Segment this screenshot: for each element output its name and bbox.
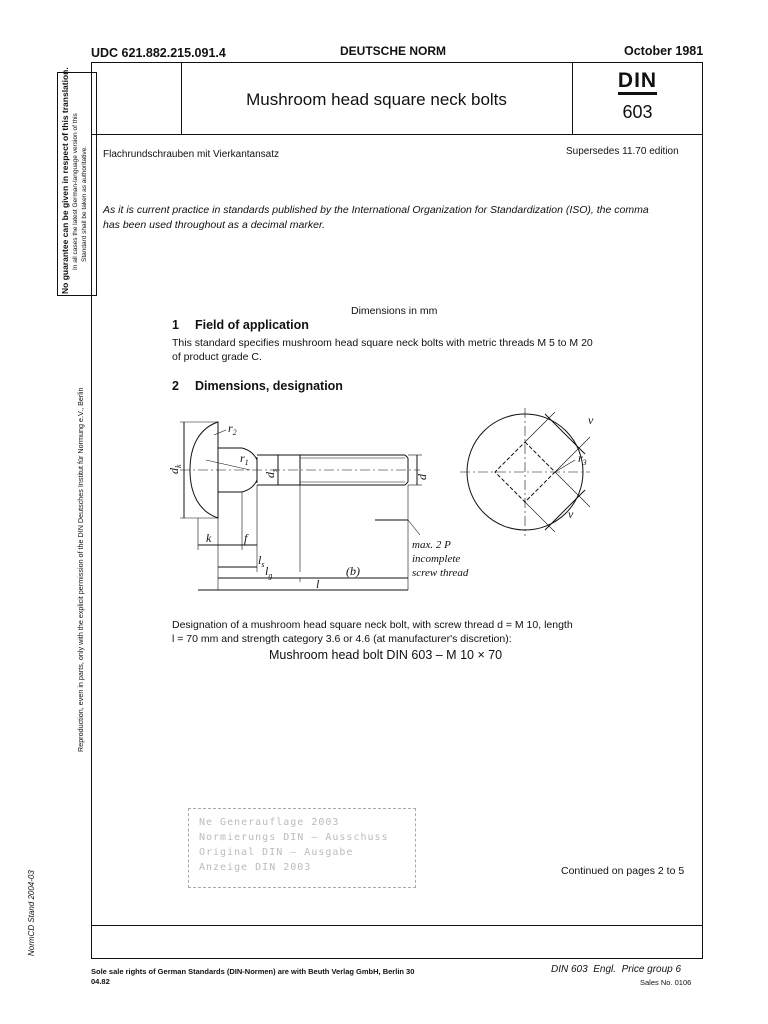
normcd-stamp: NormCD Stand 2004-03 xyxy=(27,870,36,956)
german-title: Flachrundschrauben mit Vierkantansatz xyxy=(103,149,280,160)
reproduction-notice: Reproduction, even in parts, only with the explicit permission of the DIN Deutsches Institut für Normung e.V., Berlin xyxy=(76,387,85,752)
document-title: Mushroom head square neck bolts xyxy=(246,90,507,109)
section2-heading: Dimensions, designation xyxy=(195,379,343,393)
dimensions-label: Dimensions in mm xyxy=(351,305,438,317)
din-number: 603 xyxy=(622,102,653,122)
deutsche-norm-label: DEUTSCHE NORM xyxy=(340,44,447,58)
label-d: d xyxy=(415,474,429,480)
label-r3: $r_3$ xyxy=(578,451,587,467)
label-v-bottom: v xyxy=(568,507,574,521)
guarantee-line2: In all cases the latest German-language version of this xyxy=(72,113,79,270)
label-r2: $r_2$ xyxy=(228,421,237,437)
label-lg: $l_g$ xyxy=(265,564,273,580)
stamp-line2: Normierungs DIN – Ausschuss xyxy=(199,832,389,843)
section1-text-line1: This standard specifies mushroom head square neck bolts with metric threads M 5 to M 20 xyxy=(172,337,593,349)
footer-divider xyxy=(91,925,703,926)
guarantee-line1: No guarantee can be given in respect of this translation. xyxy=(60,67,70,294)
label-ds: $d_s$ xyxy=(263,468,279,478)
decimal-marker-note: As it is current practice in standards published by the International Organization for Standardization (ISO), the comma has been used throughout as a decimal marker. xyxy=(103,204,649,231)
section1-number: 1 xyxy=(172,318,179,332)
designation-line2: l = 70 mm and strength category 3.6 or 4.6 (at manufacturer's discretion): xyxy=(172,633,512,645)
guarantee-line3: Standard shall be taken as authoritative. xyxy=(81,146,88,262)
section1-heading: Field of application xyxy=(195,318,309,332)
footer-rights: Sole sale rights of German Standards (DIN-Normen) are with Beuth Verlag GmbH, Berlin 30 xyxy=(91,967,415,976)
footer-date-code: 04.82 xyxy=(91,977,110,986)
label-b: (b) xyxy=(346,564,360,578)
label-f: f xyxy=(244,531,248,545)
label-ls: $l_s$ xyxy=(258,553,265,569)
label-dk: $d_k$ xyxy=(167,464,183,474)
section1-text-line2: of product grade C. xyxy=(172,351,262,363)
continued-note: Continued on pages 2 to 5 xyxy=(561,865,685,877)
designation-example: Mushroom head bolt DIN 603 – M 10 × 70 xyxy=(269,648,503,662)
label-k: k xyxy=(206,531,212,545)
label-r1: $r_1$ xyxy=(240,451,249,467)
supersedes-note: Supersedes 11.70 edition xyxy=(566,146,679,157)
designation-line1: Designation of a mushroom head square neck bolt, with screw thread d = M 10, length xyxy=(172,619,573,631)
section2-number: 2 xyxy=(172,379,179,393)
stamp-line3: Original DIN – Ausgabe xyxy=(199,847,354,858)
udc-code: UDC 621.882.215.091.4 xyxy=(91,46,226,60)
din-label: DIN xyxy=(618,70,657,95)
stamp-line1: Ne Generauflage 2003 xyxy=(199,817,340,828)
label-v-top: v xyxy=(588,413,594,427)
note-max-2p: max. 2 P xyxy=(412,539,451,551)
footer-din-ref: DIN 603 Engl. Price group 6 xyxy=(551,964,682,975)
note-incomplete: incomplete xyxy=(412,553,461,565)
label-l: l xyxy=(316,577,320,591)
note-screw-thread: screw thread xyxy=(412,567,469,579)
din-logo xyxy=(572,70,703,95)
stamp-line4: Anzeige DIN 2003 xyxy=(199,862,312,873)
title-divider xyxy=(91,134,703,135)
bolt-drawing xyxy=(167,400,630,610)
faded-stamp xyxy=(188,808,416,888)
footer-sales-number: Sales No. 0106 xyxy=(640,978,692,987)
publication-date: October 1981 xyxy=(624,44,704,58)
